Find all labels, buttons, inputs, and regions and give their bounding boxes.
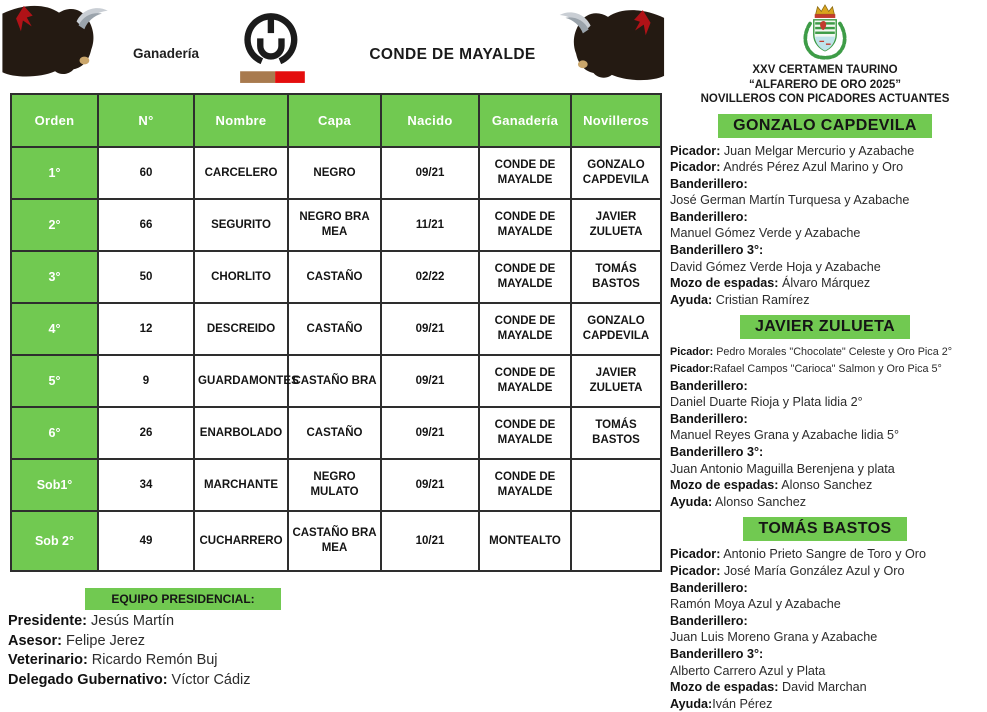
cell-ganaderia: CONDE DE MAYALDE [479,251,571,303]
cuadrilla-line [666,143,984,160]
role-label: Banderillero: [670,379,748,393]
person-name: Alberto Carrero Azul y Plata [670,664,825,678]
cell-nacido: 09/21 [381,459,479,511]
table-row [11,511,661,571]
cell-ganaderia: CONDE DE MAYALDE [479,303,571,355]
cuadrilla-line [666,344,984,361]
cuadrilla-line [666,563,984,580]
column-header-capa: Capa [288,94,381,147]
cell-nombre: DESCREIDO [194,303,288,355]
cuadrilla-line [666,696,984,712]
cell-ganaderia: MONTEALTO [479,511,571,571]
person-name: Juan Melgar Mercurio y Azabache [720,144,914,158]
person-name: Cristian Ramírez [712,293,809,307]
cell-nombre: CARCELERO [194,147,288,199]
person-name: Iván Pérez [712,697,772,711]
cuadrilla-line [8,632,251,652]
cell-novilleros: GONZALO CAPDEVILA [571,303,661,355]
cell-novilleros [571,511,661,571]
cell-nacido: 11/21 [381,199,479,251]
cuadrilla-line [666,361,984,378]
cell-capa: CASTAÑO BRA MEA [288,511,381,571]
cell-numero: 49 [98,511,194,571]
ganaderia-label: Ganadería [112,46,220,61]
table-row [11,251,661,303]
cell-novilleros: TOMÁS BASTOS [571,407,661,459]
cuadrilla-line [666,461,984,478]
role-label: Veterinario: [8,652,88,668]
person-name: Ricardo Remón Buj [88,652,218,668]
role-label: Mozo de espadas: [670,276,778,290]
cell-orden: Sob1° [11,459,98,511]
cell-nombre: CUCHARRERO [194,511,288,571]
cuadrilla-line [666,394,984,411]
role-label: Picador: [670,346,713,358]
cell-nacido: 09/21 [381,407,479,459]
role-label: Picador: [670,547,720,561]
cuadrilla-line [666,411,984,428]
person-name: Alonso Sanchez [778,478,872,492]
cuadrilla-line [666,679,984,696]
cell-orden: 5° [11,355,98,407]
person-name: Pedro Morales "Chocolate" Celeste y Oro Pica 2° [713,346,952,358]
person-name: Manuel Reyes Grana y Azabache lidia 5° [670,428,899,442]
cell-nacido: 09/21 [381,303,479,355]
role-label: Banderillero: [670,614,748,628]
role-label: Picador: [670,160,720,174]
cell-orden: 3° [11,251,98,303]
cell-novilleros [571,459,661,511]
cell-numero: 26 [98,407,194,459]
role-label: Banderillero: [670,210,748,224]
cuadrilla-line [666,209,984,226]
person-name: David Marchan [778,680,866,694]
cell-nacido: 09/21 [381,355,479,407]
novillero-name-banner: JAVIER ZULUETA [740,315,910,339]
cuadrilla-line [666,663,984,680]
person-name: José María González Azul y Oro [720,564,904,578]
cuadrilla-line [666,444,984,461]
bull-photo-left [0,0,118,80]
cell-novilleros: GONZALO CAPDEVILA [571,147,661,199]
table-header-row [11,94,661,147]
cuadrilla-line [666,580,984,597]
certamen-title-line2: “ALFARERO DE ORO 2025” [666,78,984,93]
table-row [11,303,661,355]
cattle-brand-logo-icon [238,14,308,84]
role-label: Banderillero: [670,177,748,191]
cell-orden: 6° [11,407,98,459]
role-label: Banderillero 3°: [670,647,763,661]
cuadrilla-line [666,546,984,563]
coat-of-arms-icon [796,3,854,61]
page-title: CONDE DE MAYALDE [340,46,565,64]
role-label: Ayuda: [670,293,712,307]
table-row [11,199,661,251]
cell-capa: NEGRO [288,147,381,199]
role-label: Banderillero 3°: [670,445,763,459]
role-label: Presidente: [8,613,87,629]
role-label: Mozo de espadas: [670,680,778,694]
cell-capa: CASTAÑO [288,303,381,355]
cuadrilla-line [666,192,984,209]
cell-nombre: MARCHANTE [194,459,288,511]
cell-nombre: SEGURITO [194,199,288,251]
person-name: Víctor Cádiz [168,672,251,688]
person-name: Juan Luis Moreno Grana y Azabache [670,630,877,644]
person-name: Jesús Martín [87,613,174,629]
role-label: Asesor: [8,633,62,649]
role-label: Mozo de espadas: [670,478,778,492]
person-name: Felipe Jerez [62,633,145,649]
cell-capa: NEGRO MULATO [288,459,381,511]
cuadrilla-line [666,613,984,630]
cuadrilla-line [666,159,984,176]
cuadrilla-line [666,225,984,242]
cuadrilla-line [666,629,984,646]
cuadrilla-line [8,671,251,691]
cell-ganaderia: CONDE DE MAYALDE [479,407,571,459]
person-name: Álvaro Márquez [778,276,870,290]
certamen-title-line1: XXV CERTAMEN TAURINO [666,63,984,78]
cell-capa: CASTAÑO [288,407,381,459]
column-header-nacido: Nacido [381,94,479,147]
cell-novilleros: JAVIER ZULUETA [571,355,661,407]
table-row [11,147,661,199]
cell-orden: 1° [11,147,98,199]
cell-numero: 66 [98,199,194,251]
cuadrilla-line [666,242,984,259]
table-row [11,459,661,511]
bull-photo-right [550,2,666,86]
cell-nombre: ENARBOLADO [194,407,288,459]
cell-nacido: 02/22 [381,251,479,303]
cell-numero: 50 [98,251,194,303]
cell-capa: NEGRO BRA MEA [288,199,381,251]
cuadrilla-line [666,596,984,613]
column-header-ganaderia: Ganadería [479,94,571,147]
cell-capa: CASTAÑO [288,251,381,303]
cell-numero: 60 [98,147,194,199]
role-label: Picador: [670,564,720,578]
cuadrilla-line [666,427,984,444]
column-header-numero: N° [98,94,194,147]
cell-orden: Sob 2° [11,511,98,571]
equipo-presidencial-banner: EQUIPO PRESIDENCIAL: [85,588,281,610]
person-name: Manuel Gómez Verde y Azabache [670,226,860,240]
cuadrilla-line [666,259,984,276]
person-name: Andrés Pérez Azul Marino y Oro [720,160,903,174]
person-name: Antonio Prieto Sangre de Toro y Oro [720,547,926,561]
column-header-novilleros: Novilleros [571,94,661,147]
cell-orden: 2° [11,199,98,251]
person-name: Daniel Duarte Rioja y Plata lidia 2° [670,395,863,409]
cell-ganaderia: CONDE DE MAYALDE [479,147,571,199]
person-name: Rafael Campos "Carioca" Salmon y Oro Pica 5° [713,363,942,375]
role-label: Ayuda: [670,697,712,711]
cuadrilla-line [666,378,984,395]
person-name: Juan Antonio Maguilla Berenjena y plata [670,462,895,476]
cell-orden: 4° [11,303,98,355]
cuadrilla-line [8,612,251,632]
cell-novilleros: JAVIER ZULUETA [571,199,661,251]
role-label: Delegado Gubernativo: [8,672,168,688]
column-header-orden: Orden [11,94,98,147]
person-name: Ramón Moya Azul y Azabache [670,597,841,611]
cell-nombre: CHORLITO [194,251,288,303]
novillero-name-banner: GONZALO CAPDEVILA [718,114,932,138]
certamen-column [666,3,984,712]
bulls-table [10,93,662,572]
role-label: Picador: [670,363,713,375]
novillero-name-banner: TOMÁS BASTOS [743,517,906,541]
cell-numero: 12 [98,303,194,355]
role-label: Banderillero: [670,581,748,595]
role-label: Ayuda: [670,495,712,509]
cuadrilla-line [666,646,984,663]
person-name: José German Martín Turquesa y Azabache [670,193,909,207]
cuadrilla-line [666,176,984,193]
cell-nombre: GUARDAMONTES [194,355,288,407]
cell-numero: 9 [98,355,194,407]
cell-nacido: 09/21 [381,147,479,199]
person-name: David Gómez Verde Hoja y Azabache [670,260,881,274]
novilleros-sections [666,114,984,712]
cell-nacido: 10/21 [381,511,479,571]
cell-capa: CASTAÑO BRA [288,355,381,407]
certamen-title-line3: NOVILLEROS CON PICADORES ACTUANTES [666,92,984,107]
role-label: Picador: [670,144,720,158]
cuadrilla-line [666,275,984,292]
equipo-presidencial-lines [8,612,251,690]
column-header-nombre: Nombre [194,94,288,147]
role-label: Banderillero: [670,412,748,426]
cuadrilla-line [666,477,984,494]
cuadrilla-line [8,651,251,671]
table-row [11,355,661,407]
cell-ganaderia: CONDE DE MAYALDE [479,355,571,407]
cuadrilla-line [666,494,984,511]
table-row [11,407,661,459]
person-name: Alonso Sanchez [712,495,806,509]
cuadrilla-line [666,292,984,309]
cell-novilleros: TOMÁS BASTOS [571,251,661,303]
role-label: Banderillero 3°: [670,243,763,257]
cell-numero: 34 [98,459,194,511]
cell-ganaderia: CONDE DE MAYALDE [479,459,571,511]
cell-ganaderia: CONDE DE MAYALDE [479,199,571,251]
